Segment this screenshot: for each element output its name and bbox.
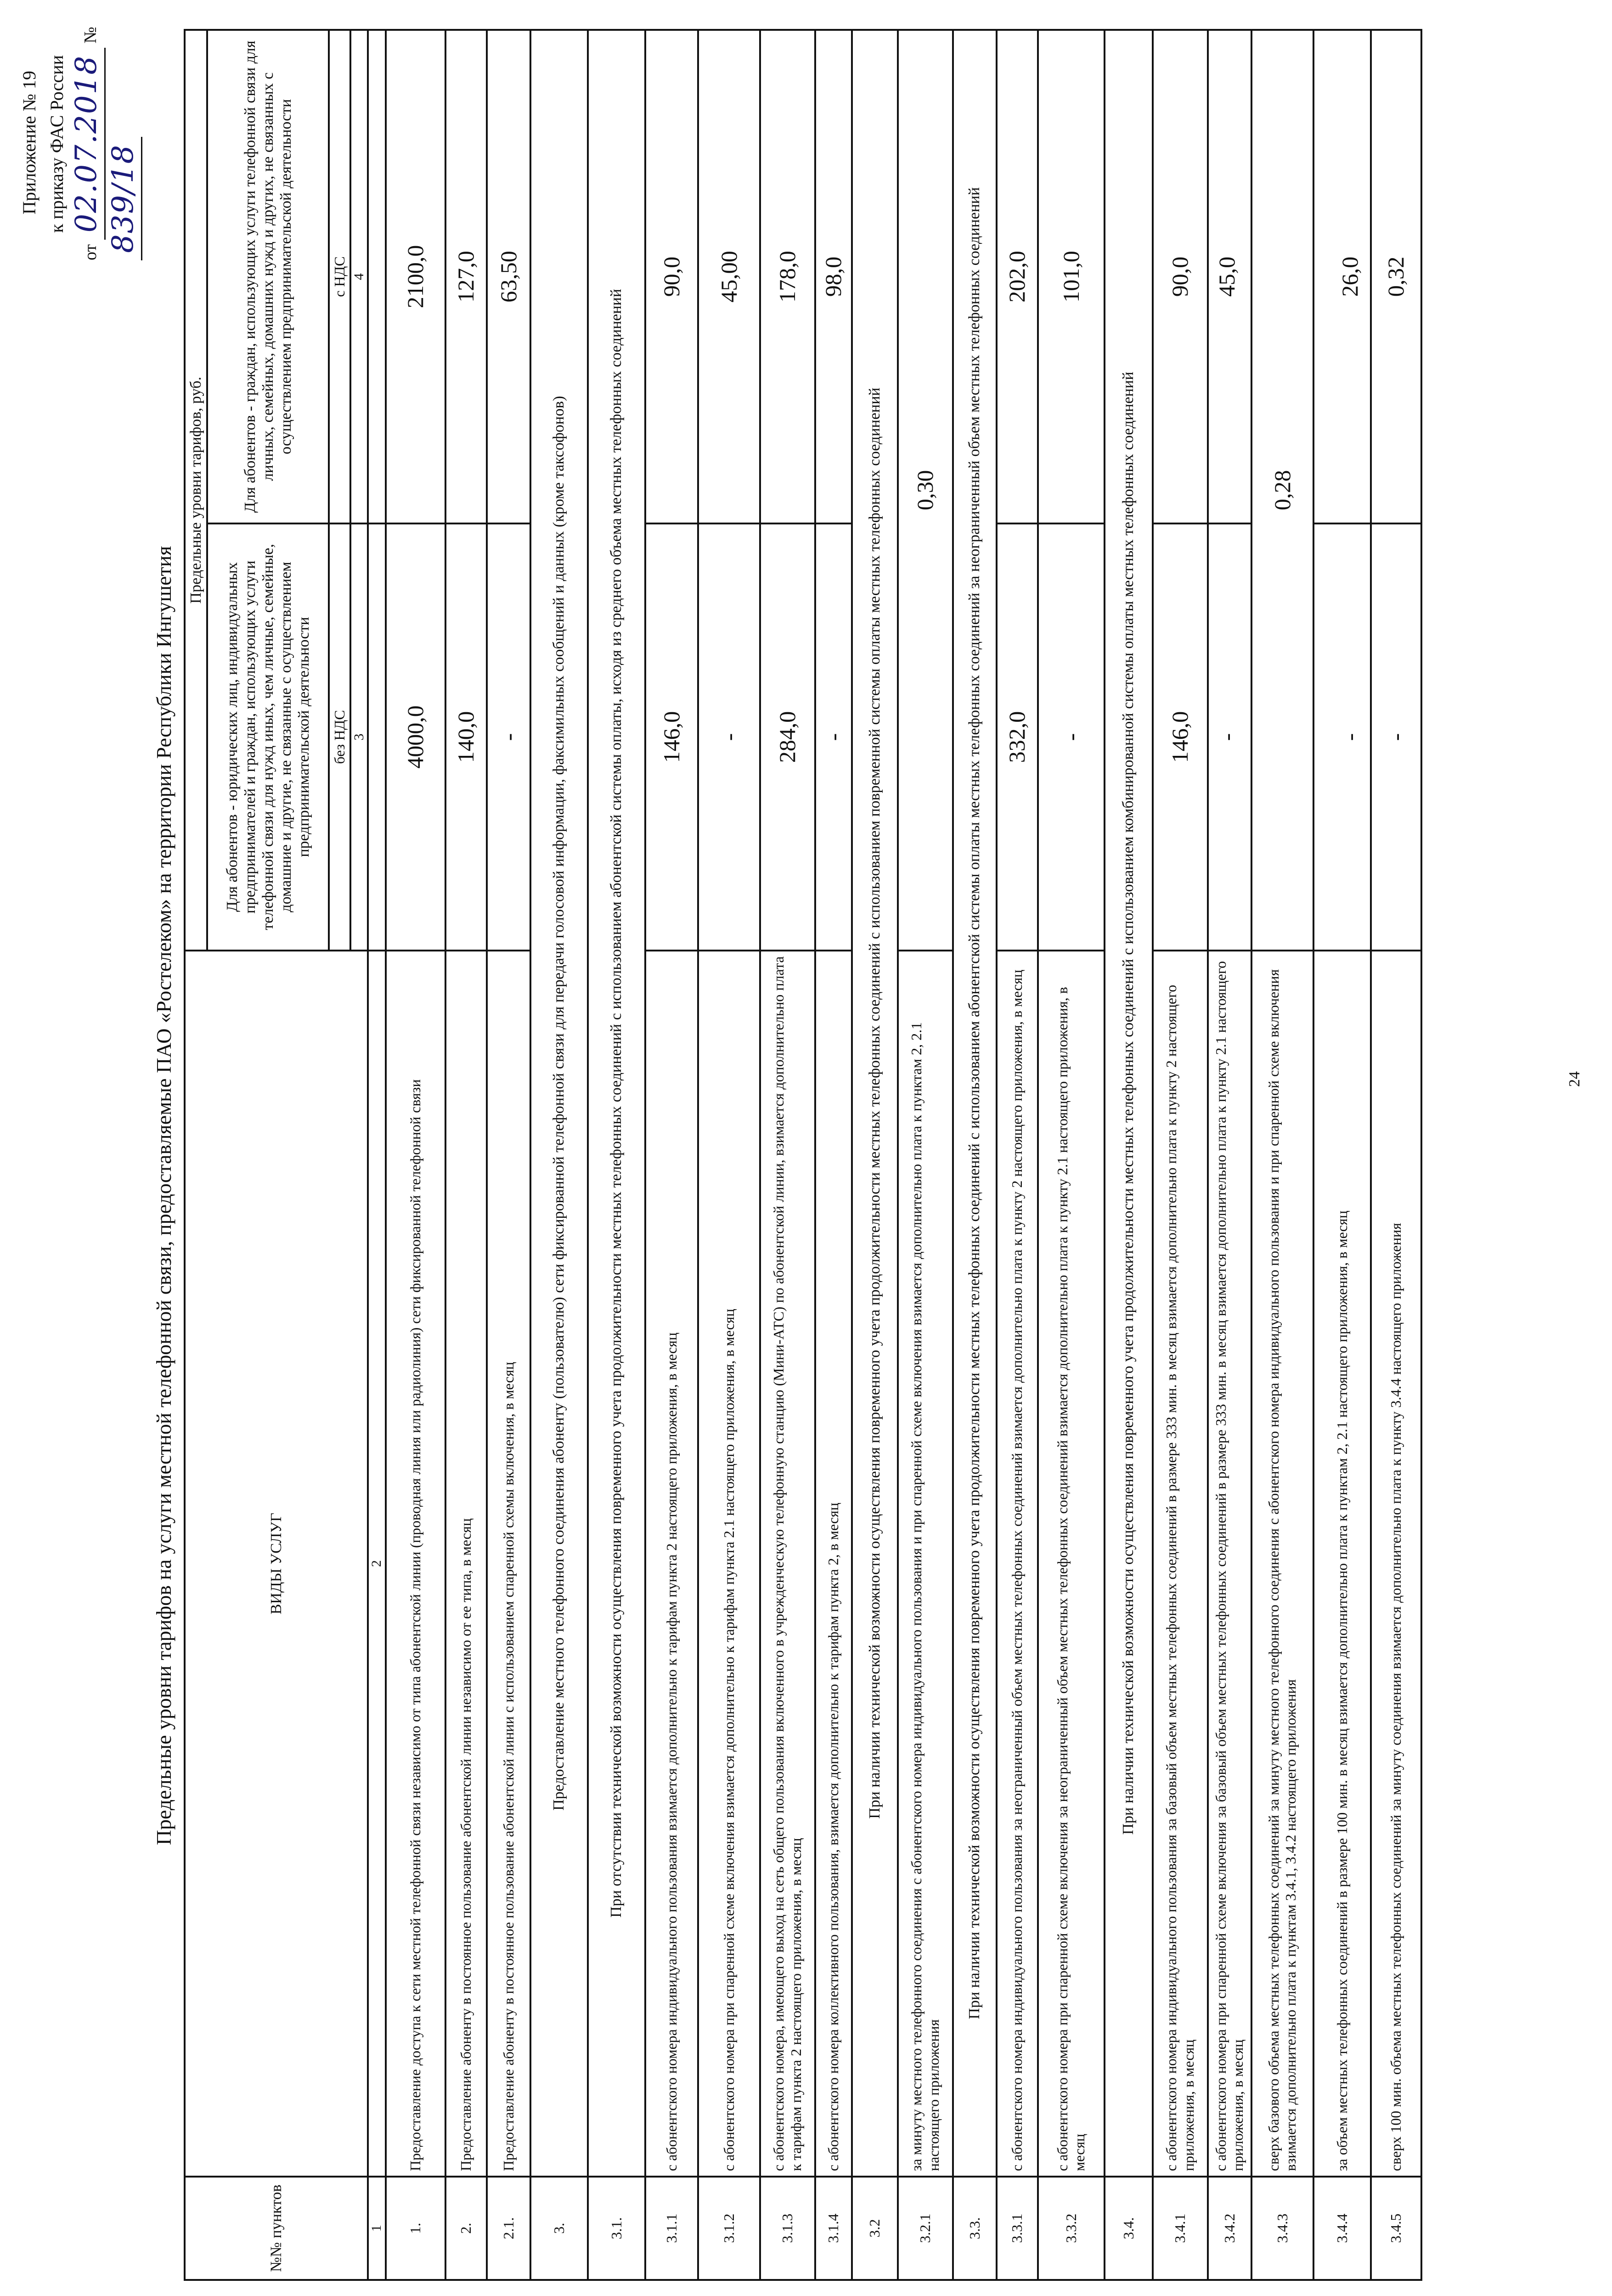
table-row [445, 30, 487, 2280]
row-service: за минуту местного телефонного соединения с абонентского номера индивидуального пользования и при спаренной схеме включения взимается дополнительно плата к пунктам 2, 2.1 настоящего приложения [898, 951, 953, 2177]
section-heading: При наличии технической возможности осуществления повременного учета продолжительности местных телефонных соединений с использованием абонентской системы оплаты местных телефонных соединений за неограниченный объем местных телефонных соединений [953, 30, 997, 2177]
column-number-4-dup [368, 30, 386, 523]
value-combined: 0,30 [898, 30, 953, 951]
table-row [760, 30, 815, 2280]
column-number-4: 4 [350, 30, 368, 523]
column-header-levels: Предельные уровни тарифов, руб. [185, 30, 207, 951]
order-date: 02.07.2018 [69, 48, 106, 240]
table-row [1038, 30, 1105, 2280]
table-row [698, 30, 760, 2280]
column-header-group-a: Для абонентов - юридических лиц, индивидуальных предпринимателей и граждан, использующих услуги телефонной связи для нужд иных, чем личные, семейные, домашние и другие, не связанные с осуществлением предпринимательской деятельности [207, 523, 329, 951]
value-vat: 0,32 [1371, 30, 1421, 523]
value-no-vat: - [698, 523, 760, 951]
value-vat: 101,0 [1038, 30, 1105, 523]
tariff-table [184, 29, 1422, 2281]
value-no-vat: - [1038, 523, 1105, 951]
value-vat: 45,0 [1208, 30, 1251, 523]
value-vat: 178,0 [760, 30, 815, 523]
section-heading: При наличии технической возможности осуществления повременного учета продолжительности местных телефонных соединений с использованием комбинированной системы оплаты местных телефонных соединений [1105, 30, 1153, 2177]
page-number: 24 [1566, 1071, 1583, 1087]
row-number: 3.4.3 [1251, 2177, 1313, 2280]
row-number: 3.2 [852, 2177, 898, 2280]
row-number: 3.2.1 [898, 2177, 953, 2280]
column-header-number: №№ пунктов [185, 2177, 368, 2280]
column-header-vat: с НДС [329, 30, 350, 523]
row-service: с абонентского номера индивидуального пользования за базовый объем местных телефонных соединений в размере 333 мин. в месяц взимается дополнительно плата к пункту 2 настоящего приложения, в месяц [1153, 951, 1208, 2177]
section-row [1105, 30, 1153, 2280]
row-number: 3.1. [588, 2177, 645, 2280]
column-number-1: 1 [368, 2177, 386, 2280]
value-no-vat: 146,0 [645, 523, 698, 951]
row-number: 3.4.2 [1208, 2177, 1251, 2280]
row-number: 3.1.3 [760, 2177, 815, 2280]
order-number: 839/18 [106, 137, 142, 260]
row-number: 3.1.2 [698, 2177, 760, 2280]
value-no-vat: 146,0 [1153, 523, 1208, 951]
row-service: с абонентского номера коллективного пользования, взимается дополнительно к тарифам пункта 2, в месяц [815, 951, 852, 2177]
table-row [386, 30, 445, 2280]
value-no-vat: 284,0 [760, 523, 815, 951]
value-no-vat: - [1371, 523, 1421, 951]
value-no-vat: - [1208, 523, 1251, 951]
row-service: Предоставление доступа к сети местной телефонной связи независимо от типа абонентской линии (проводная линия или радиолиния) сети фиксированной телефонной связи [386, 951, 445, 2177]
value-no-vat: - [1313, 523, 1371, 951]
value-vat: 127,0 [445, 30, 487, 523]
row-number: 3. [530, 2177, 588, 2280]
column-header-no-vat: без НДС [329, 523, 350, 951]
table-row [645, 30, 698, 2280]
page-title: Предельные уровни тарифов на услуги местной телефонной связи, предоставляемые ПАО «Ростелеком» на территории Республики Ингушетия [152, 546, 175, 1846]
order-label: к приказу ФАС России [46, 55, 67, 233]
section-row [852, 30, 898, 2280]
table-row [1251, 30, 1313, 2280]
table-row [997, 30, 1038, 2280]
column-number-3: 3 [350, 523, 368, 951]
row-service: за объем местных телефонных соединений в размере 100 мин. в месяц взимается дополнительно плата к пунктам 2, 2.1 настоящего приложения, в месяц [1313, 951, 1371, 2177]
row-number: 3.1.4 [815, 2177, 852, 2280]
order-date-line [69, 0, 142, 260]
column-number-3-dup [368, 523, 386, 951]
table-row [487, 30, 530, 2280]
value-no-vat: 140,0 [445, 523, 487, 951]
date-prefix: от [81, 244, 100, 260]
value-no-vat: - [815, 523, 852, 951]
row-number: 3.4.4 [1313, 2177, 1371, 2280]
value-vat: 90,0 [1153, 30, 1208, 523]
row-service: сверх базового объема местных телефонных соединений за минуту местного телефонного соединения с абонентского номера индивидуального пользования и при спаренной схеме включения взимается дополнительно плата к пунктам 3.4.1, 3.4.2 настоящего приложения [1251, 951, 1313, 2177]
value-vat: 26,0 [1313, 30, 1371, 523]
value-no-vat: 4000,0 [386, 523, 445, 951]
section-row [588, 30, 645, 2280]
table-row [1208, 30, 1251, 2280]
row-number: 1. [386, 2177, 445, 2280]
value-no-vat: - [487, 523, 530, 951]
section-row [530, 30, 588, 2280]
row-number: 3.3.2 [1038, 2177, 1105, 2280]
row-service: Предоставление абоненту в постоянное пользование абонентской линии с использованием спаренной схемы включения, в месяц [487, 951, 530, 2177]
value-vat: 202,0 [997, 30, 1038, 523]
row-number: 3.4. [1105, 2177, 1153, 2280]
row-number: 3.3. [953, 2177, 997, 2280]
row-service: с абонентского номера, имеющего выход на сеть общего пользования включенного в учрежденческую телефонную станцию (Мини-АТС) по абонентской линии, взимается дополнительно плата к тарифам пункта 2 настоящего приложения, в месяц [760, 951, 815, 2177]
column-header-group-b: Для абонентов - граждан, использующих услуги телефонной связи для личных, семейных, домашних нужд и других, не связанных с осуществлением предпринимательской деятельности [207, 30, 329, 523]
value-no-vat: 332,0 [997, 523, 1038, 951]
header-row-1 [185, 30, 207, 2280]
value-combined: 0,28 [1251, 30, 1313, 951]
row-service: с абонентского номера при спаренной схеме включения за базовый объем местных телефонных соединений в размере 333 мин. в месяц взимается дополнительно плата к пункту 2.1 настоящего приложения, в месяц [1208, 951, 1251, 2177]
value-vat: 90,0 [645, 30, 698, 523]
section-row [953, 30, 997, 2280]
row-service: Предоставление абоненту в постоянное пользование абонентской линии независимо от ее типа, в месяц [445, 951, 487, 2177]
number-label: № [81, 27, 100, 44]
value-vat: 98,0 [815, 30, 852, 523]
table-row [1371, 30, 1421, 2280]
section-heading: При наличии технической возможности осуществления повременного учета продолжительности местных телефонных соединений с использованием повременной системы оплаты местных телефонных соединений [852, 30, 898, 2177]
appendix-label: Приложение № 19 [19, 71, 39, 214]
section-heading: При отсутствии технической возможности осуществления повременного учета продолжительности местных телефонных соединений с использованием абонентской системы оплаты, исходя из среднего объема местных телефонных соединений [588, 30, 645, 2177]
row-service: сверх 100 мин. объема местных телефонных соединений за минуту соединения взимается дополнительно плата к пункту 3.4.4 настоящего приложения [1371, 951, 1421, 2177]
column-header-service: ВИДЫ УСЛУГ [185, 951, 368, 2177]
column-numbers-row [368, 30, 386, 2280]
table-row [1313, 30, 1371, 2280]
row-number: 3.4.5 [1371, 2177, 1421, 2280]
row-number: 3.4.1 [1153, 2177, 1208, 2280]
row-number: 2.1. [487, 2177, 530, 2280]
row-service: с абонентского номера индивидуального пользования взимается дополнительно к тарифам пункта 2 настоящего приложения, в месяц [645, 951, 698, 2177]
column-number-2: 2 [368, 951, 386, 2177]
table-row [1153, 30, 1208, 2280]
row-service: с абонентского номера при спаренной схеме включения за неограниченный объем местных телефонных соединений взимается дополнительно плата к пункту 2.1 настоящего приложения, в месяц [1038, 951, 1105, 2177]
table-row [898, 30, 953, 2280]
row-number: 3.3.1 [997, 2177, 1038, 2280]
row-number: 2. [445, 2177, 487, 2280]
value-vat: 45,00 [698, 30, 760, 523]
table-row [815, 30, 852, 2280]
row-service: с абонентского номера при спаренной схеме включения взимается дополнительно к тарифам пункта 2.1 настоящего приложения, в месяц [698, 951, 760, 2177]
section-heading: Предоставление местного телефонного соединения абоненту (пользователю) сети фиксированной телефонной связи для передачи голосовой информации, факсимильных сообщений и данных (кроме таксофонов) [530, 30, 588, 2177]
value-vat: 63,50 [487, 30, 530, 523]
row-number: 3.1.1 [645, 2177, 698, 2280]
row-service: с абонентского номера индивидуального пользования за неограниченный объем местных телефонных соединений взимается дополнительно плата к пункту 2 настоящего приложения, в месяц [997, 951, 1038, 2177]
value-vat: 2100,0 [386, 30, 445, 523]
